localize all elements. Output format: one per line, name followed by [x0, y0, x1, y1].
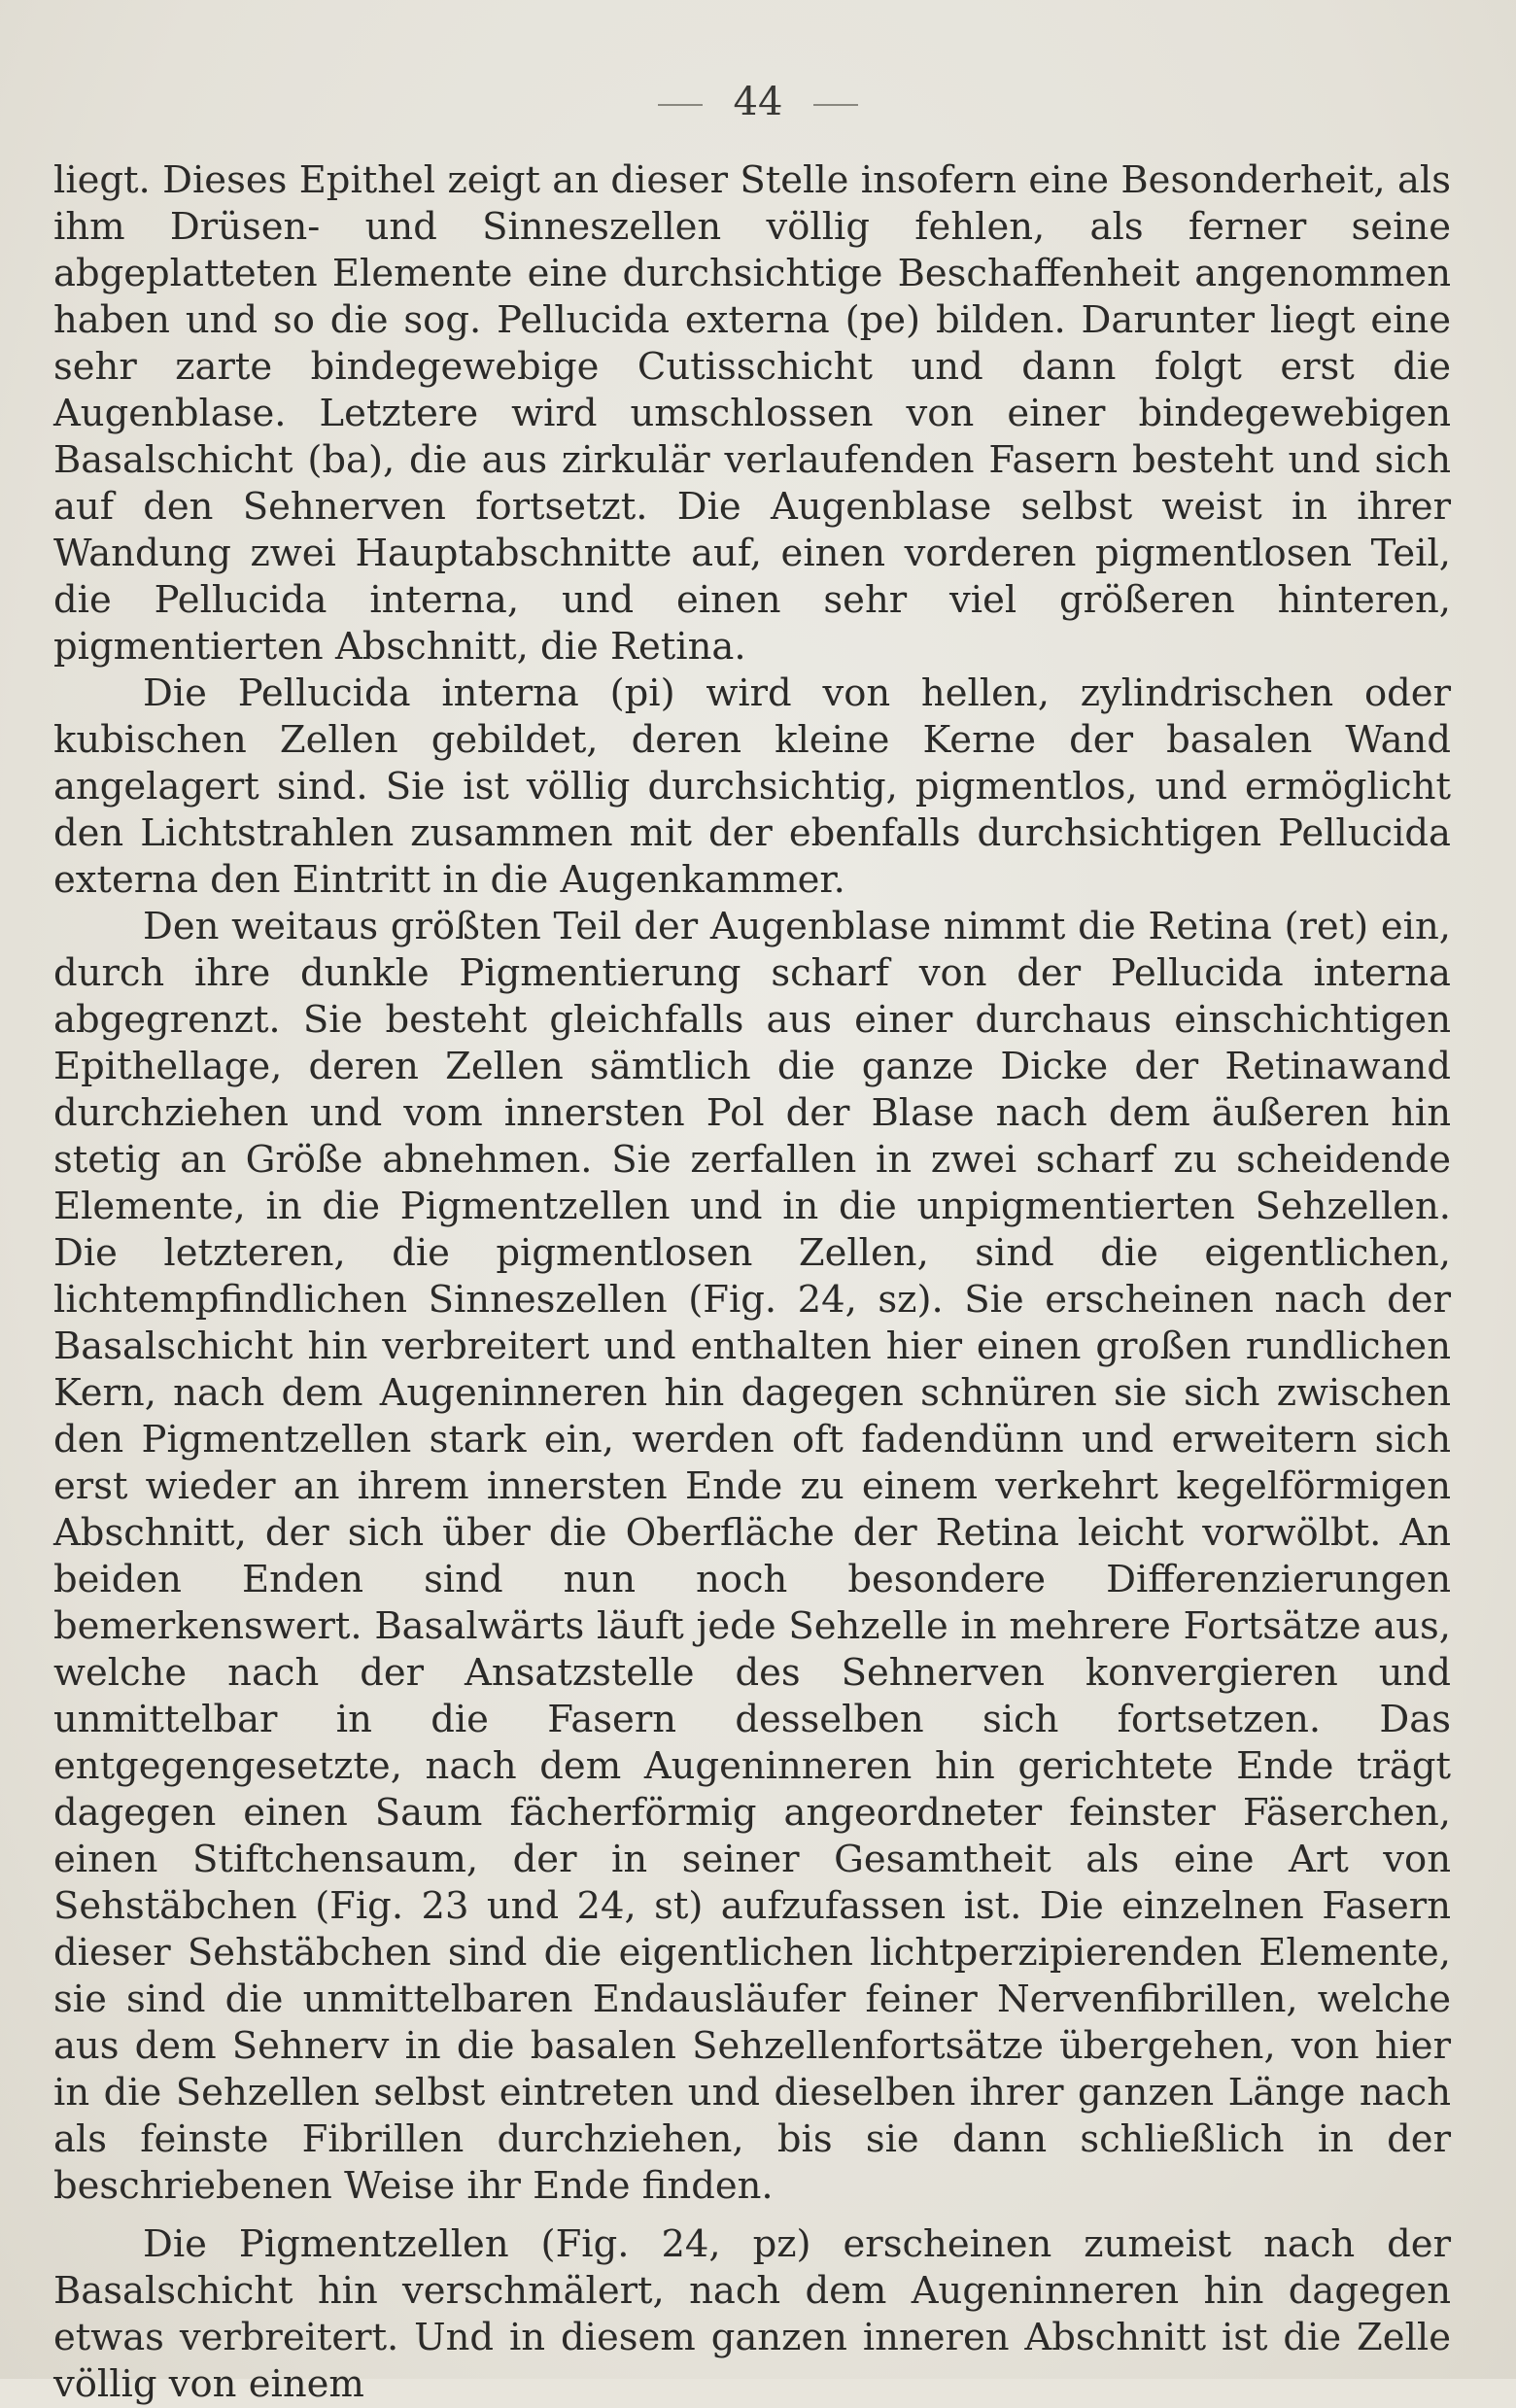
paragraph-3: Den weitaus größten Teil der Augenblase nimmt die Retina (ret) ein, durch ihre dunkle Pigmentierung scharf von der Pellucida interna abgegrenzt. Sie besteht gleichfalls aus einer durchaus einschichtigen Epithellage, deren Zellen sämtlich die ganze Dicke der Retinawand durchziehen und vom innersten Pol der Blase nach dem äußeren hin stetig an Größe abnehmen. Sie zerfallen in zwei scharf zu scheidende Elemente, in die Pigmentzellen und in die unpigmentierten Sehzellen. Die letzteren, die pigmentlosen Zellen, sind die eigentlichen, lichtempfindlichen Sinneszellen (Fig. 24, sz). Sie erscheinen nach der Basalschicht hin verbreitert und enthalten hier einen großen rundlichen Kern, nach dem Augeninneren hin dagegen schnüren sie sich zwischen den Pigmentzellen stark ein, werden oft fadendünn und erweitern sich erst wieder an ihrem innersten Ende zu einem verkehrt kegelförmigen Abschnitt, der sich über die Oberfläche der Retina leicht vorwölbt. An beiden Enden sind nun noch besondere Differenzierungen bemerkenswert. Basalwärts läuft jede Sehzelle in mehrere Fortsätze aus, welche nach der Ansatzstelle des Sehnerven konvergieren und unmittelbar in die Fasern desselben sich fortsetzen. Das entgegengesetzte, nach dem Augeninneren hin gerichtete Ende trägt dagegen einen Saum fächerförmig angeordneter feinster Fäserchen, einen Stiftchensaum, der in seiner Gesamtheit als eine Art von Sehstäbchen (Fig. 23 und 24, st) aufzufassen ist. Die einzelnen Fasern dieser Sehstäbchen sind die eigentlichen lichtperzipierenden Elemente, sie sind die unmittelbaren Endausläufer feiner Nervenfibrillen, welche aus dem Sehnerv in die basalen Sehzellenfortsätze übergehen, von hier in die Sehzellen selbst eintreten und dieselben ihrer ganzen Länge nach als feinste Fibrillen durchziehen, bis sie dann schließlich in der beschriebenen Weise ihr Ende finden.: [53, 905, 1451, 2208]
paragraph-2: Die Pellucida interna (pi) wird von hellen, zylindrischen oder kubischen Zellen gebildet, deren kleine Kerne der basalen Wand angelagert sind. Sie ist völlig durchsichtig, pigmentlos, und ermöglicht den Lichtstrahlen zusammen mit der ebenfalls durchsichtigen Pellucida externa den Eintritt in die Augenkammer.: [53, 671, 1451, 902]
body-text: [53, 157, 1451, 2408]
left-dash-ornament: [658, 104, 703, 106]
paragraph-1: liegt. Dieses Epithel zeigt an dieser Stelle insofern eine Besonderheit, als ihm Drüsen- und Sinneszellen völlig fehlen, als ferner seine abgeplatteten Elemente eine durchsichtige Beschaffenheit angenommen haben und so die sog. Pellucida externa (pe) bilden. Darunter liegt eine sehr zarte bindegewebige Cutisschicht und dann folgt erst die Augenblase. Letztere wird umschlossen von einer bindegewebigen Basalschicht (ba), die aus zirkulär verlaufenden Fasern besteht und sich auf den Sehnerven fortsetzt. Die Augenblase selbst weist in ihrer Wandung zwei Hauptabschnitte auf, einen vorderen pigmentlosen Teil, die Pellucida interna, und einen sehr viel größeren hinteren, pigmentierten Abschnitt, die Retina.: [53, 158, 1451, 669]
paragraph-4: Die Pigmentzellen (Fig. 24, pz) erscheinen zumeist nach der Basalschicht hin verschmälert, nach dem Augeninneren hin dagegen etwas verbreitert. Und in diesem ganzen inneren Abschnitt ist die Zelle völlig von einem: [53, 2222, 1451, 2406]
page-number-value: 44: [733, 80, 783, 124]
page-number: [0, 80, 1516, 124]
right-dash-ornament: [813, 104, 858, 106]
